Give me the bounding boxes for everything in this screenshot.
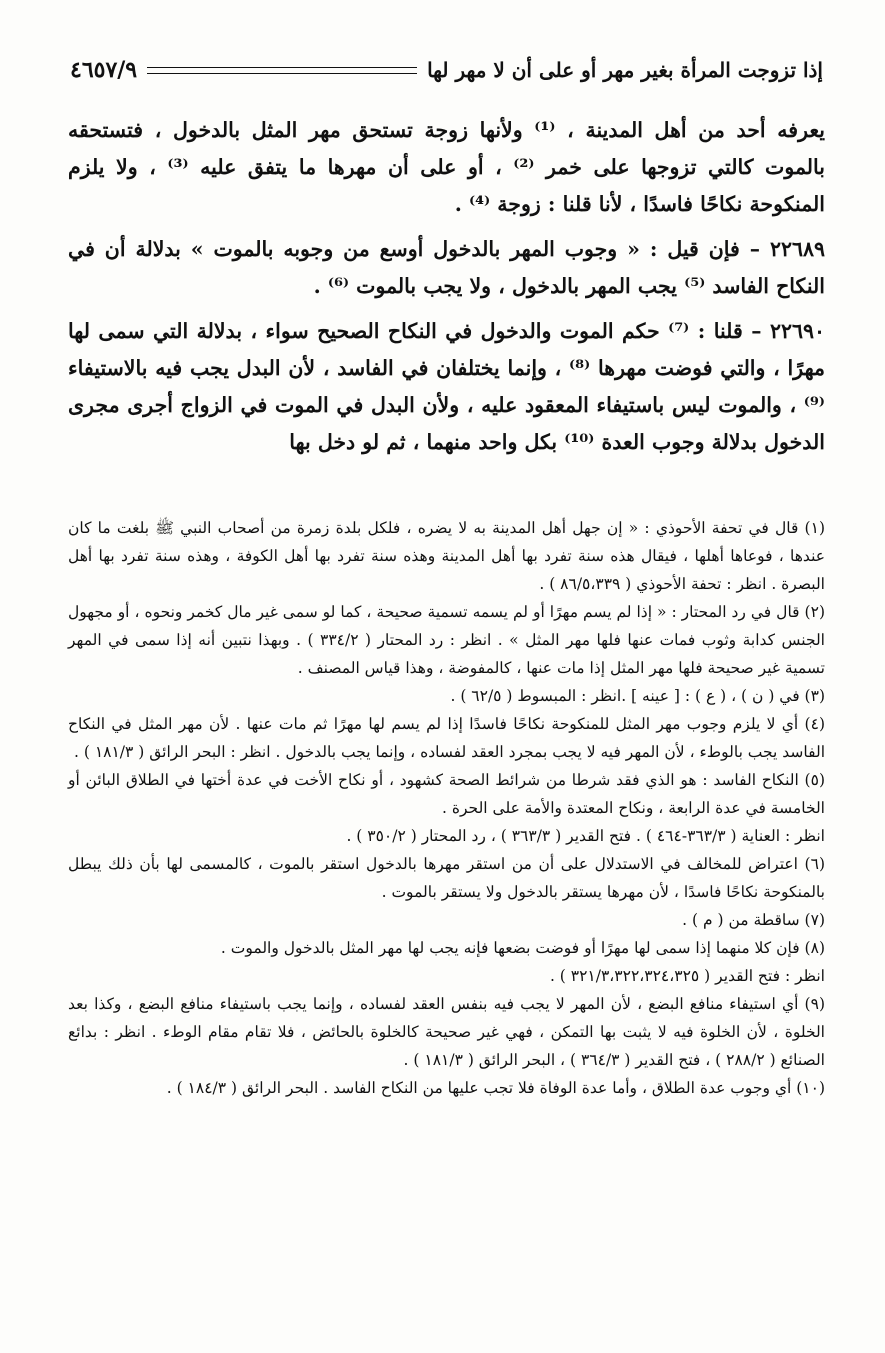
footnote: (٩) أي استيفاء منافع البضع ، لأن المهر لا يجب فيه بنفس العقد لفساده ، وإنما يجب باستيفاء منافع البضع ، وكذا بعد الخلوة ، لأن الخلوة فيه لا يثبت بها التمكن ، فهي غير صحيحة كالخلوة بالحائض ، فلا تقام مقام الوطء . انظر : بدائع الصنائع ( ٢٨٨/٢ ) ، فتح القدير ( ٣٦٤/٣ ) ، البحر الرائق ( ١٨١/٣ ) . xyxy=(68,995,825,1069)
footnote: (٨) فإن كلا منهما إذا سمى لها مهرًا أو فوضت بضعها فإنه يجب لها مهر المثل بالدخول والموت . xyxy=(220,939,825,957)
footnote: (٥) النكاح الفاسد : هو الذي فقد شرطا من شرائط الصحة كشهود ، أو نكاح الأخت في عدة أختها في الطلاق البائن أو الخامسة في عدة الرابعة ، ونكاح المعتدة والأمة على الحرة . xyxy=(68,771,825,817)
footnote: (٤) أي لا يلزم وجوب مهر المثل للمنكوحة نكاحًا فاسدًا إذا لم يسم لها مهرًا ثم مات عنها . لأن مهر المثل في النكاح الفاسد يجب بالوطء ، لأن المهر فيه لا يجب بمجرد العقد لفساده ، وإنما يجب بالدخول . انظر : البحر الرائق ( ١٨١/٣ ) . xyxy=(68,715,825,761)
footnote: (٦) اعتراض للمخالف في الاستدلال على أن من استقر مهرها بالدخول استقر بالموت ، كالمسمى لها بأن ذلك يبطل بالمنكوحة نكاحًا فاسدًا ، لأن مهرها يستقر بالدخول ولا يستقر بالموت . xyxy=(68,855,825,901)
page-header xyxy=(70,50,823,90)
page-number: ٤٦٥٧/٩ xyxy=(70,57,138,83)
footnotes xyxy=(68,514,825,1102)
footnote: (٣) في ( ن ) ، ( ع ) : [ عينه ] .انظر : المبسوط ( ٦٢/٥ ) . xyxy=(450,687,825,705)
footnote: انظر : العناية ( ٣٦٣/٣-٤٦٤ ) . فتح القدير ( ٣٦٣/٣ ) ، رد المحتار ( ٣٥٠/٢ ) . xyxy=(346,827,825,845)
footnote: انظر : فتح القدير ( ٣٢١/٣،٣٢٢،٣٢٤،٣٢٥ ) . xyxy=(549,967,825,985)
body-paragraph: يعرفه أحد من أهل المدينة ، ⁽¹⁾ ولأنها زوجة تستحق مهر المثل بالدخول ، فتستحقه بالموت كالتي تزوجها على خمر ⁽²⁾ ، أو على أن مهرها ما يتفق عليه ⁽³⁾ ، ولا يلزم المنكوحة نكاحًا فاسدًا ، لأنا قلنا : زوجة ⁽⁴⁾ . xyxy=(68,118,825,216)
body-paragraph: ٢٢٦٩٠ – قلنا : ⁽⁷⁾ حكم الموت والدخول في النكاح الصحيح سواء ، بدلالة التي سمى لها مهرًا ، والتي فوضت مهرها ⁽⁸⁾ ، وإنما يختلفان في الفاسد ، لأن البدل يجب فيه بالاستيفاء ⁽⁹⁾ ، والموت ليس باستيفاء المعقود عليه ، ولأن البدل في الموت في الزواج أجرى مجرى الدخول بدلالة وجوب العدة ⁽¹⁰⁾ بكل واحد منهما ، ثم لو دخل بها xyxy=(68,319,825,454)
header-rule xyxy=(147,67,417,74)
footnote: (٧) ساقطة من ( م ) . xyxy=(682,911,825,929)
footnote: (١) قال في تحفة الأحوذي : « إن جهل أهل المدينة به لا يضره ، فلكل بلدة زمرة من أصحاب النبي ﷺ بلغت ما كان عندها ، فوعاها أهلها ، فيقال هذه سنة تفرد بها أهل المدينة وهذه سنة تفرد بها أهل الكوفة ، وهذه سنة تفرد بها أهل البصرة . انظر : تحفة الأحوذي ( ٨٦/٥،٣٣٩ ) . xyxy=(68,519,825,593)
footnote: (١٠) أي وجوب عدة الطلاق ، وأما عدة الوفاة فلا تجب عليها من النكاح الفاسد . البحر الرائق ( ١٨٤/٣ ) . xyxy=(166,1079,825,1097)
body-paragraph: ٢٢٦٨٩ – فإن قيل : « وجوب المهر بالدخول أوسع من وجوبه بالموت » بدلالة أن في النكاح الفاسد ⁽⁵⁾ يجب المهر بالدخول ، ولا يجب بالموت ⁽⁶⁾ . xyxy=(68,237,825,298)
running-title: إذا تزوجت المرأة بغير مهر أو على أن لا مهر لها xyxy=(427,58,823,82)
footnote: (٢) قال في رد المحتار : « إذا لم يسم مهرًا أو لم يسمه تسمية صحيحة ، كما لو سمى غير مال كخمر ونحوه ، أو مجهول الجنس كدابة وثوب فمات عنها فلها مهر المثل » . انظر : رد المحتار ( ٣٣٤/٢ ) . وبهذا نتبين أنه إذا سمى في المهر تسمية غير صحيحة فلها مهر المثل إذا مات عنها ، كالمفوضة ، وهذا قياس المصنف . xyxy=(68,603,825,677)
main-text xyxy=(68,112,825,461)
